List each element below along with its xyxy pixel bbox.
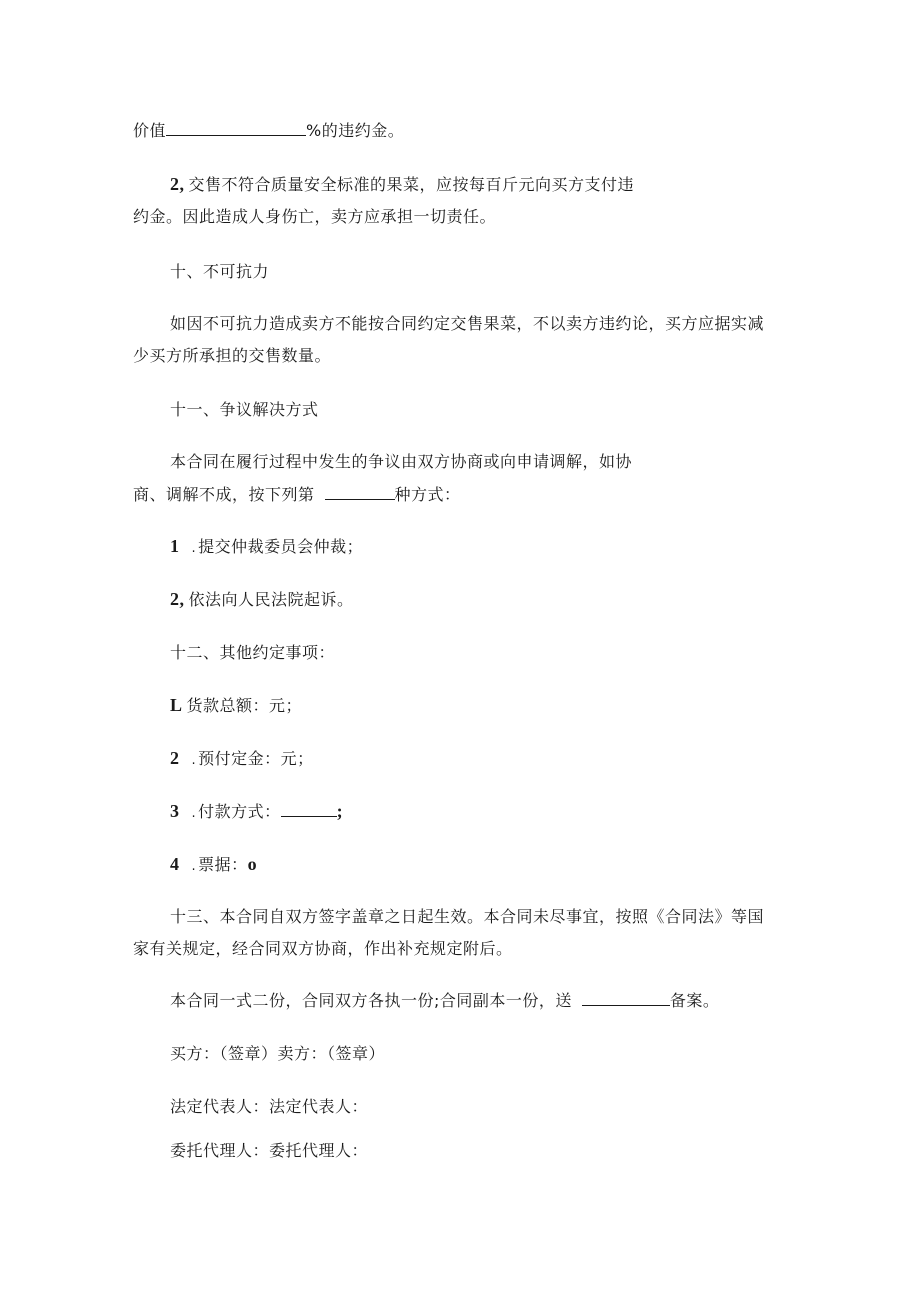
fill-blank bbox=[281, 802, 337, 817]
paragraph-text: 十三、本合同自双方签字盖章之日起生效。本合同未尽事宜，按照《合同法》等国 bbox=[170, 907, 765, 926]
item-separator: , bbox=[179, 589, 185, 609]
other-item-4 bbox=[170, 854, 257, 877]
agent-text: 委托代理人：委托代理人： bbox=[170, 1141, 369, 1160]
item-number: L bbox=[170, 695, 183, 715]
legal-rep-text: 法定代表人：法定代表人： bbox=[170, 1097, 369, 1116]
item-separator: . bbox=[191, 859, 197, 874]
heading-text: 十二、其他约定事项： bbox=[170, 643, 336, 662]
paragraph-text: 本合同在履行过程中发生的争议由双方协商或向申请调解，如协 bbox=[170, 452, 633, 471]
legal-representative-line bbox=[170, 1097, 368, 1117]
clause-text: 交售不符合质量安全标准的果菜，应按每百斤元向买方支付违 bbox=[188, 175, 635, 194]
other-item-3 bbox=[170, 801, 343, 824]
item-end-mark: ; bbox=[336, 801, 344, 821]
item-number: 2 bbox=[170, 748, 180, 768]
section-11-heading bbox=[170, 400, 319, 420]
paragraph-text: 家有关规定，经合同双方协商，作出补充规定附后。 bbox=[133, 939, 513, 958]
item-number: 1 bbox=[170, 536, 180, 556]
item-end-mark: o bbox=[247, 854, 258, 874]
paragraph-text: 如因不可抗力造成卖方不能按合同约定交售果菜，不以卖方违约论，买方应据实减 bbox=[170, 314, 765, 333]
item-number: 3 bbox=[170, 801, 180, 821]
copies-line bbox=[170, 991, 719, 1011]
fill-blank bbox=[325, 485, 395, 500]
fill-blank bbox=[166, 121, 306, 136]
item-separator: , bbox=[179, 174, 185, 194]
clause-2-continuation bbox=[133, 207, 496, 227]
signature-line bbox=[170, 1044, 385, 1064]
item-text: 预付定金：元； bbox=[198, 749, 314, 768]
section-10-heading bbox=[170, 262, 269, 282]
signature-text: 买方：（签章）卖方：（签章） bbox=[170, 1044, 386, 1063]
dispute-option-1 bbox=[170, 536, 363, 559]
option-text: 依法向人民法院起诉。 bbox=[188, 590, 354, 609]
paragraph-text: 少买方所承担的交售数量。 bbox=[133, 346, 332, 365]
paragraph-text: 商、调解不成，按下列第 bbox=[133, 485, 315, 504]
paragraph-text: 种方式： bbox=[394, 485, 461, 504]
item-number: 4 bbox=[170, 854, 180, 874]
clause-2-line bbox=[170, 174, 634, 195]
section-11-paragraph-line-2 bbox=[133, 485, 461, 505]
item-separator: . bbox=[191, 541, 197, 556]
item-number: 2 bbox=[170, 589, 180, 609]
item-text: 付款方式： bbox=[198, 802, 281, 821]
section-11-paragraph-line-1 bbox=[170, 452, 632, 472]
text-fragment: %的违约金。 bbox=[306, 121, 405, 140]
item-number: 2 bbox=[170, 174, 180, 194]
section-10-paragraph-line-2 bbox=[133, 346, 331, 366]
option-text: 提交仲裁委员会仲裁； bbox=[198, 537, 364, 556]
heading-text: 十、不可抗力 bbox=[170, 262, 270, 281]
paragraph-text: 本合同一式二份，合同双方各执一份;合同副本一份，送 bbox=[170, 991, 572, 1010]
section-13-line-2 bbox=[133, 939, 513, 959]
section-10-paragraph-line-1 bbox=[170, 314, 764, 334]
item-separator: . bbox=[191, 806, 197, 821]
other-item-1 bbox=[170, 695, 302, 716]
penalty-value-line bbox=[133, 121, 404, 141]
fill-blank bbox=[582, 991, 670, 1006]
dispute-option-2 bbox=[170, 589, 354, 610]
text-fragment: 价值 bbox=[133, 121, 167, 140]
other-item-2 bbox=[170, 748, 314, 771]
item-text: 货款总额：元； bbox=[186, 696, 303, 715]
paragraph-text: 备案。 bbox=[669, 991, 720, 1010]
item-text: 票据： bbox=[198, 855, 248, 874]
clause-text: 约金。因此造成人身伤亡，卖方应承担一切责任。 bbox=[133, 207, 497, 226]
agent-line bbox=[170, 1141, 368, 1161]
heading-text: 十一、争议解决方式 bbox=[170, 400, 319, 419]
item-separator: . bbox=[191, 753, 197, 768]
section-12-heading bbox=[170, 643, 335, 663]
section-13-line-1 bbox=[170, 907, 764, 927]
